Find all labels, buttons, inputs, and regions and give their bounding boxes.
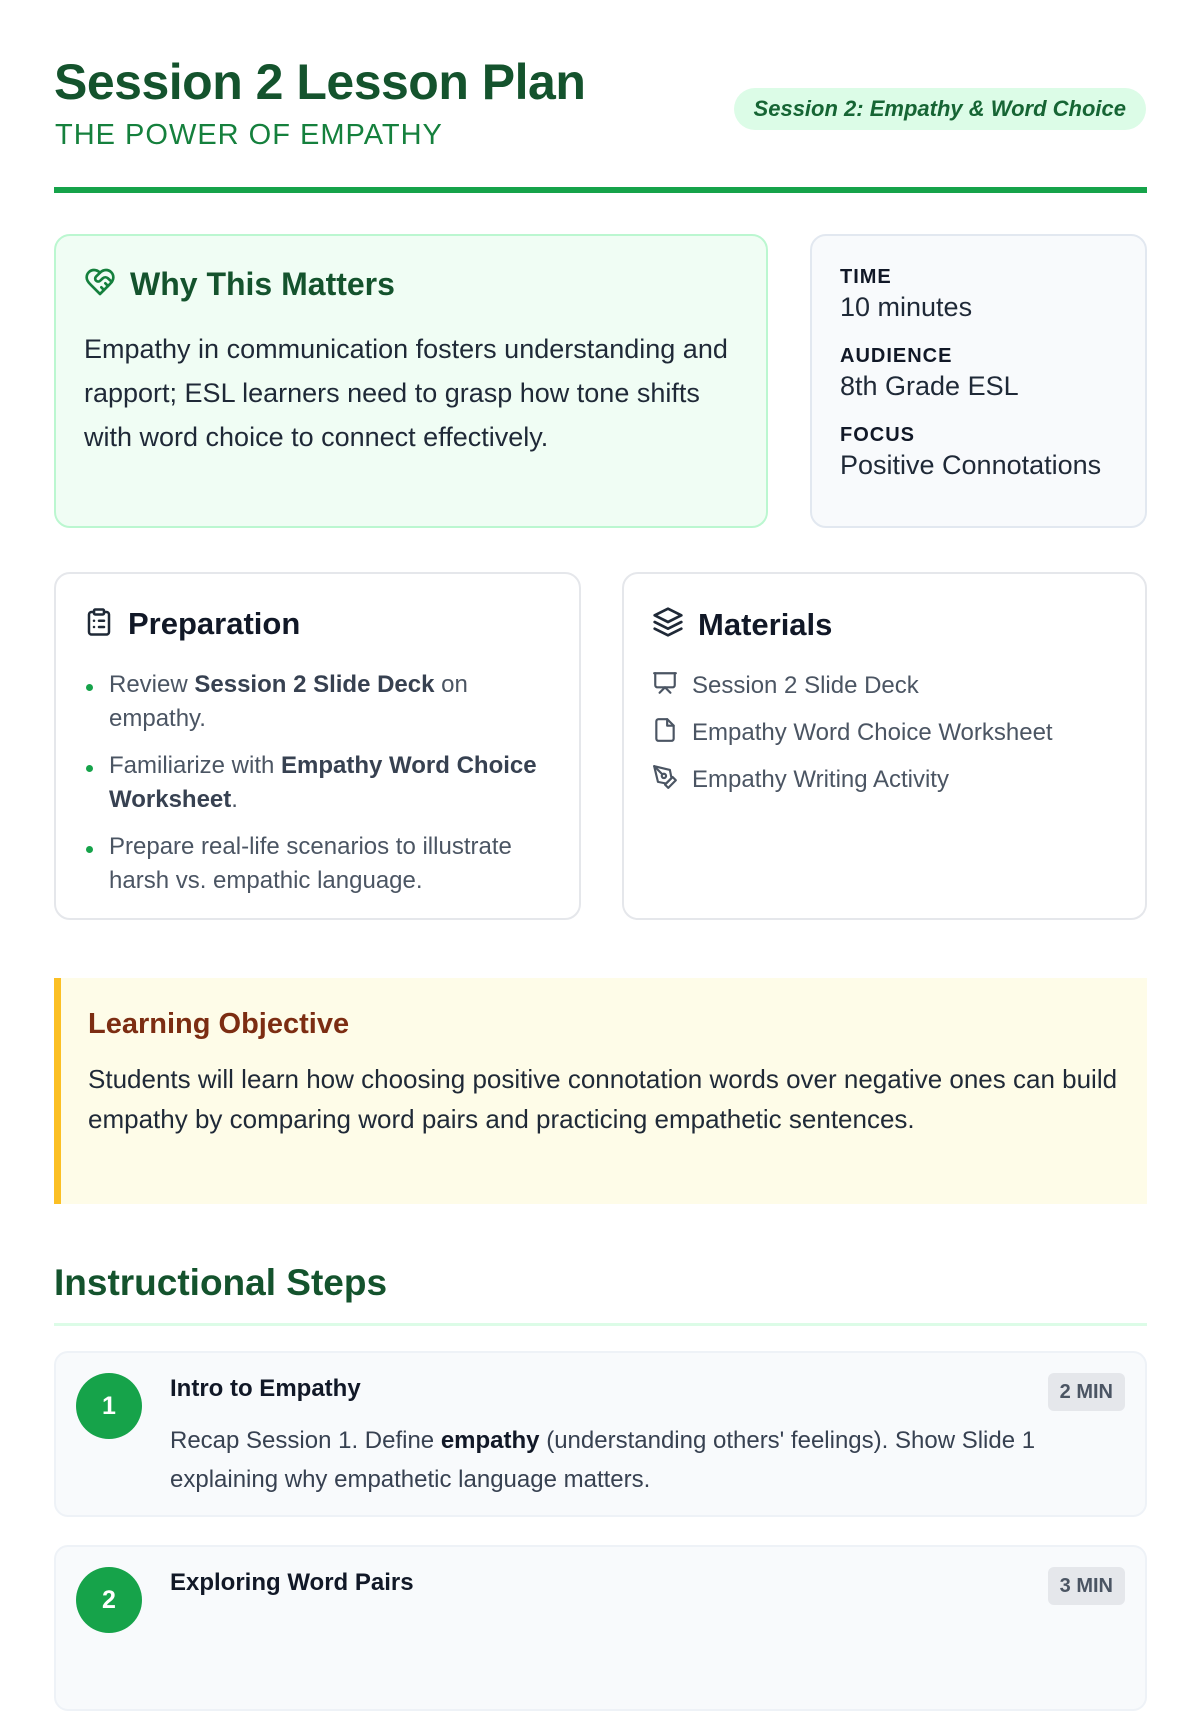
material-item[interactable] (652, 763, 1117, 797)
preparation-item: Review Session 2 Slide Deck on empathy. (84, 668, 551, 736)
audience-value: 8th Grade ESL (840, 371, 1019, 401)
preparation-item: Prepare real-life scenarios to illustrate harsh vs. empathic language. (84, 830, 551, 898)
preparation-card (54, 572, 581, 920)
audience-label: AUDIENCE (840, 345, 953, 367)
clipboard-list-icon (84, 607, 114, 642)
header-divider (54, 187, 1147, 193)
presentation-icon (652, 670, 678, 703)
step-number-badge: 2 (76, 1567, 142, 1633)
material-item[interactable] (652, 669, 1117, 703)
material-label: Session 2 Slide Deck (692, 672, 919, 699)
preparation-item: Familiarize with Empathy Word Choice Worksheet. (84, 749, 551, 817)
step-card (54, 1545, 1147, 1711)
materials-list (652, 669, 1117, 797)
time-value: 10 minutes (840, 292, 973, 322)
objective-heading: Learning Objective (88, 1008, 350, 1040)
material-label: Empathy Word Choice Worksheet (692, 719, 1053, 746)
preparation-list (84, 668, 551, 898)
material-item[interactable] (652, 716, 1117, 750)
file-icon (652, 717, 678, 750)
layers-icon (652, 606, 684, 643)
learning-objective-callout (54, 978, 1147, 1204)
step-title: Intro to Empathy (170, 1375, 361, 1402)
materials-heading: Materials (698, 606, 833, 642)
steps-divider (54, 1323, 1147, 1326)
step-description: Recap Session 1. Define empathy (understanding others' feelings). Show Slide 1 explaining why empathetic language matters. (170, 1427, 1036, 1493)
step-duration-badge: 3 MIN (1048, 1567, 1125, 1605)
materials-header (652, 606, 1117, 643)
session-badge: Session 2: Empathy & Word Choice (734, 88, 1146, 130)
material-label: Empathy Writing Activity (692, 766, 949, 793)
objective-text: Students will learn how choosing positive connotation words over negative ones can build empathy by comparing word pairs and practicing empathetic sentences. (88, 1064, 1118, 1134)
step-number-badge: 1 (76, 1373, 142, 1439)
heart-handshake-icon (84, 266, 116, 303)
preparation-header (84, 606, 551, 642)
page-title: Session 2 Lesson Plan (54, 54, 586, 110)
time-label: TIME (840, 266, 892, 288)
page-subtitle: THE POWER OF EMPATHY (55, 119, 443, 151)
steps-heading: Instructional Steps (54, 1262, 388, 1303)
lesson-info-card (810, 234, 1147, 528)
focus-label: FOCUS (840, 424, 915, 446)
why-this-matters-card (54, 234, 768, 528)
focus-value: Positive Connotations (840, 450, 1102, 480)
step-title: Exploring Word Pairs (170, 1569, 414, 1596)
step-duration-badge: 2 MIN (1048, 1373, 1125, 1411)
preparation-heading: Preparation (128, 606, 301, 641)
why-heading: Why This Matters (130, 266, 395, 302)
materials-card (622, 572, 1147, 920)
step-card (54, 1351, 1147, 1517)
why-card-header (84, 266, 738, 303)
pen-tool-icon (652, 764, 678, 797)
why-text: Empathy in communication fosters understanding and rapport; ESL learners need to grasp how tone shifts with word choice to connect effectively. (84, 334, 728, 452)
